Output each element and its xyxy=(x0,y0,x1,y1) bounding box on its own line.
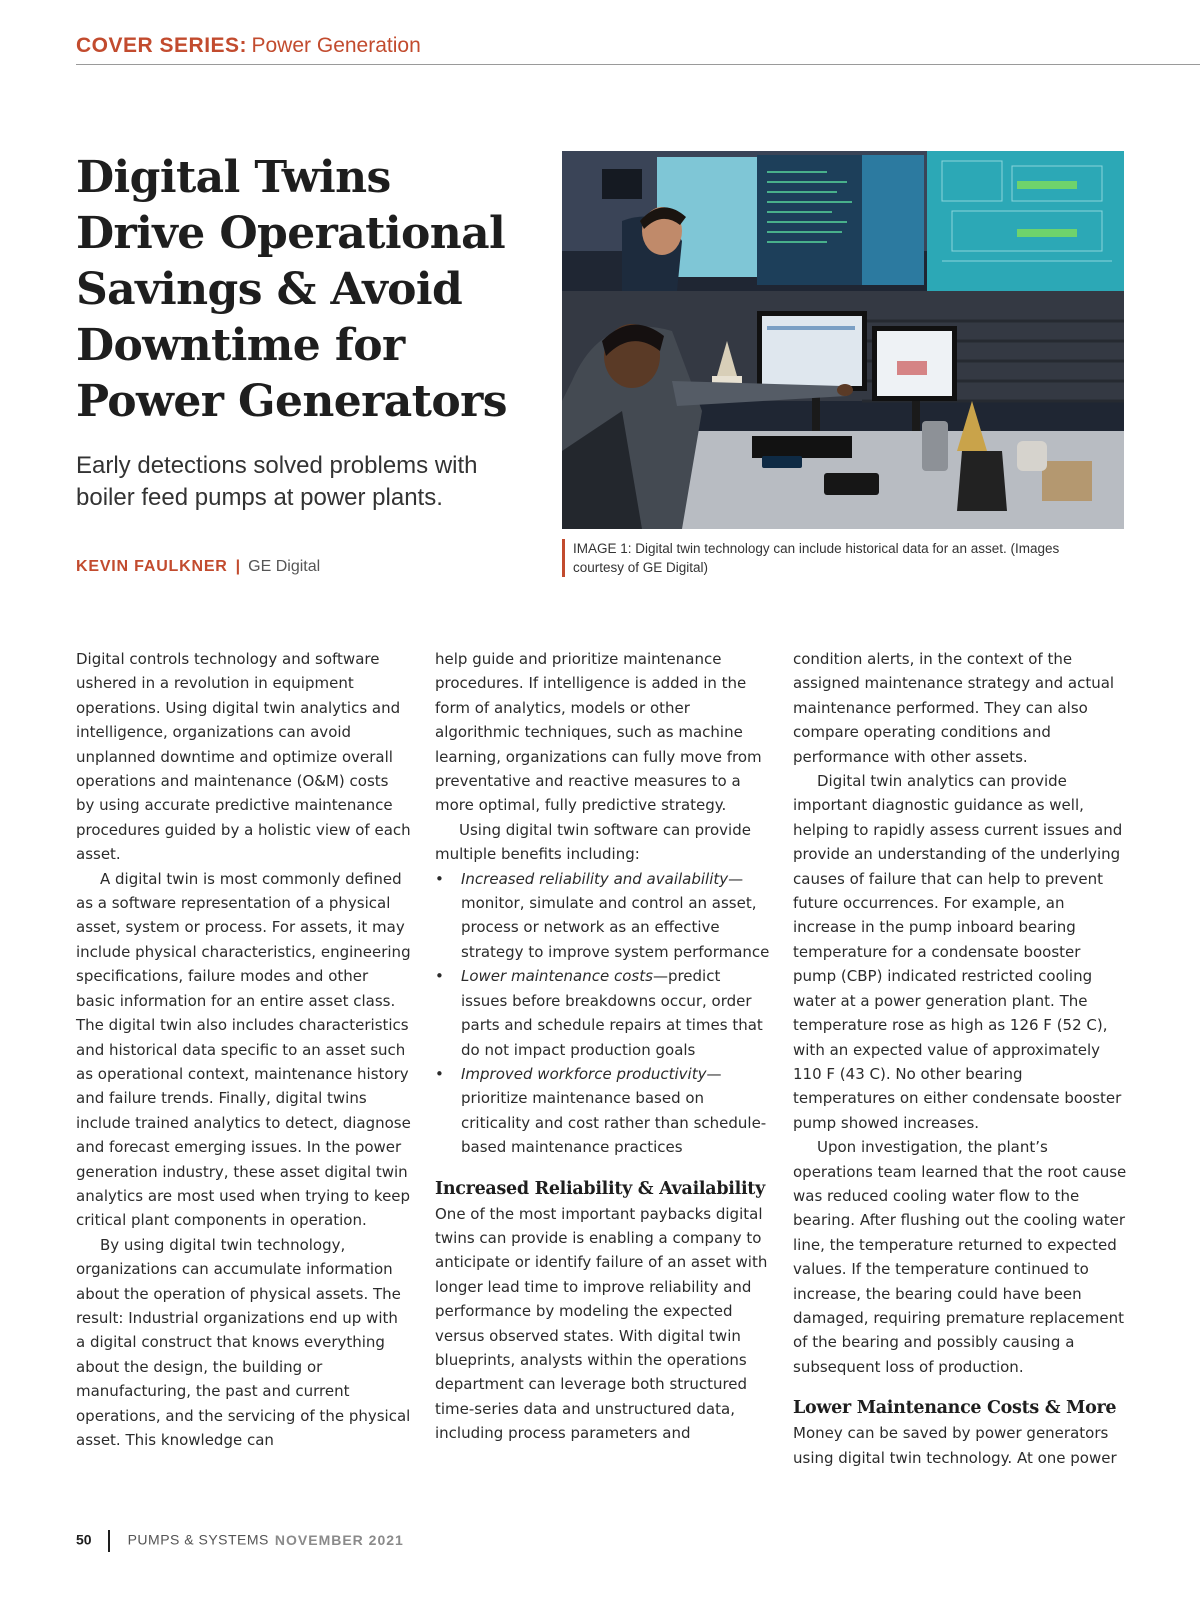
bullet-lead: Increased reliability and availability xyxy=(461,869,729,888)
control-room-photo xyxy=(562,151,1124,529)
paragraph: One of the most important paybacks digital twins can provide is enabling a company to anticipate or identify failure of an asset with longer lead time to improve reliability and performance by modeling the expected versus observed states. With digital twin blueprints, analysts within the operations department can leverage both structured time-series data and unstructured data, including process parameters and xyxy=(435,1204,768,1443)
list-item xyxy=(435,964,770,1062)
column-3 xyxy=(793,647,1128,1470)
bullet-lead: Lower maintenance costs xyxy=(461,967,653,986)
article-subtitle: Early detections solved problems with boiler feed pumps at power plants. xyxy=(76,452,478,511)
page-number: 50 xyxy=(76,1531,92,1548)
footer-divider xyxy=(108,1530,110,1552)
magazine-name: PUMPS & SYSTEMS xyxy=(127,1531,269,1548)
bullet-text: —prioritize maintenance based on criticality and cost rather than schedule-based maintenance practices xyxy=(461,1064,767,1157)
image-caption: IMAGE 1: Digital twin technology can include historical data for an asset. (Images courtesy of GE Digital) xyxy=(562,539,1113,577)
paragraph: Digital controls technology and software ushered in a revolution in equipment operations. Using digital twin analytics and intelligence, organizations can avoid unplanned downtime and optimize overall operations and maintenance (O&M) costs by using accurate predictive maintenance procedures guided by a holistic view of each asset. xyxy=(76,650,411,864)
paragraph: By using digital twin technology, organizations can accumulate information about the operation of physical assets. The result: Industrial organizations end up with a digital construct that knows everything about the design, the building or manufacturing, the past and current operations, and the servicing of the physical asset. This knowledge can xyxy=(76,1235,411,1449)
list-item xyxy=(435,1062,770,1160)
byline xyxy=(76,558,320,576)
bullet-lead: Improved workforce productivity xyxy=(461,1064,707,1083)
column-2 xyxy=(435,647,770,1446)
paragraph: Money can be saved by power generators using digital twin technology. At one power xyxy=(793,1424,1117,1467)
paragraph: help guide and prioritize maintenance procedures. If intelligence is added in the form of analytics, models or other algorithmic techniques, such as machine learning, organizations can fully move from preventative and reactive measures to a more optimal, fully predictive strategy. xyxy=(435,650,762,815)
bullet-text: —monitor, simulate and control an asset, process or network as an effective strategy to improve system performance xyxy=(461,869,770,961)
column-1 xyxy=(76,647,411,1452)
paragraph: Upon investigation, the plant’s operations team learned that the root cause was reduced cooling water flow to the bearing. After flushing out the cooling water line, the temperature returned to expected values. If the temperature continued to increase, the bearing could have been damaged, requiring premature replacement of the bearing and possibly causing a subsequent loss of production. xyxy=(793,1138,1127,1376)
list-item xyxy=(435,867,770,965)
article-title: Digital Twins Drive Operational Savings & Avoid Downtime for Power Generators xyxy=(76,152,507,427)
paragraph: condition alerts, in the context of the assigned maintenance strategy and actual maintenance performed. They can also compare operating conditions and performance with other assets. xyxy=(793,650,1115,766)
series-topic: Power Generation xyxy=(251,34,421,57)
author-name: KEVIN FAULKNER xyxy=(76,558,228,575)
section-heading: Lower Maintenance Costs & More xyxy=(793,1398,1117,1419)
issue-date: NOVEMBER 2021 xyxy=(274,1531,404,1548)
bullet-text: —predict issues before breakdowns occur, order parts and schedule repairs at times that do not impact production goals xyxy=(461,967,763,1059)
byline-separator: | xyxy=(235,558,241,575)
page-footer xyxy=(76,1530,404,1552)
section-header xyxy=(76,34,1200,65)
section-heading: Increased Reliability & Availability xyxy=(435,1178,765,1199)
series-label: COVER SERIES: xyxy=(76,34,248,57)
author-affiliation: GE Digital xyxy=(248,558,321,575)
benefits-list xyxy=(435,867,770,1160)
paragraph: Using digital twin software can provide multiple benefits including: xyxy=(435,820,751,864)
paragraph: A digital twin is most commonly defined as a software representation of a physical asset, system or process. For assets, it may include physical characteristics, engineering specifications, failure modes and other basic information for an entire asset class. The digital twin also includes characteristics and historical data specific to an asset such as operational context, maintenance history and failure trends. Finally, digital twins include trained analytics to detect, diagnose and forecast emerging issues. In the power generation industry, these asset digital twin analytics are most used when trying to keep critical plant components in operation. xyxy=(76,869,411,1230)
paragraph: Digital twin analytics can provide important diagnostic guidance as well, helping to rapidly assess current issues and provide an understanding of the underlying causes of failure that can help to prevent future occurrences. For example, an increase in the pump inboard bearing temperature for a condensate booster pump (CBP) indicated restricted cooling water at a power generation plant. The temperature rose as high as 126 F (52 C), with an expected value of approximately 110 F (43 C). No other bearing temperatures on either condensate booster pump showed increases. xyxy=(793,772,1123,1132)
